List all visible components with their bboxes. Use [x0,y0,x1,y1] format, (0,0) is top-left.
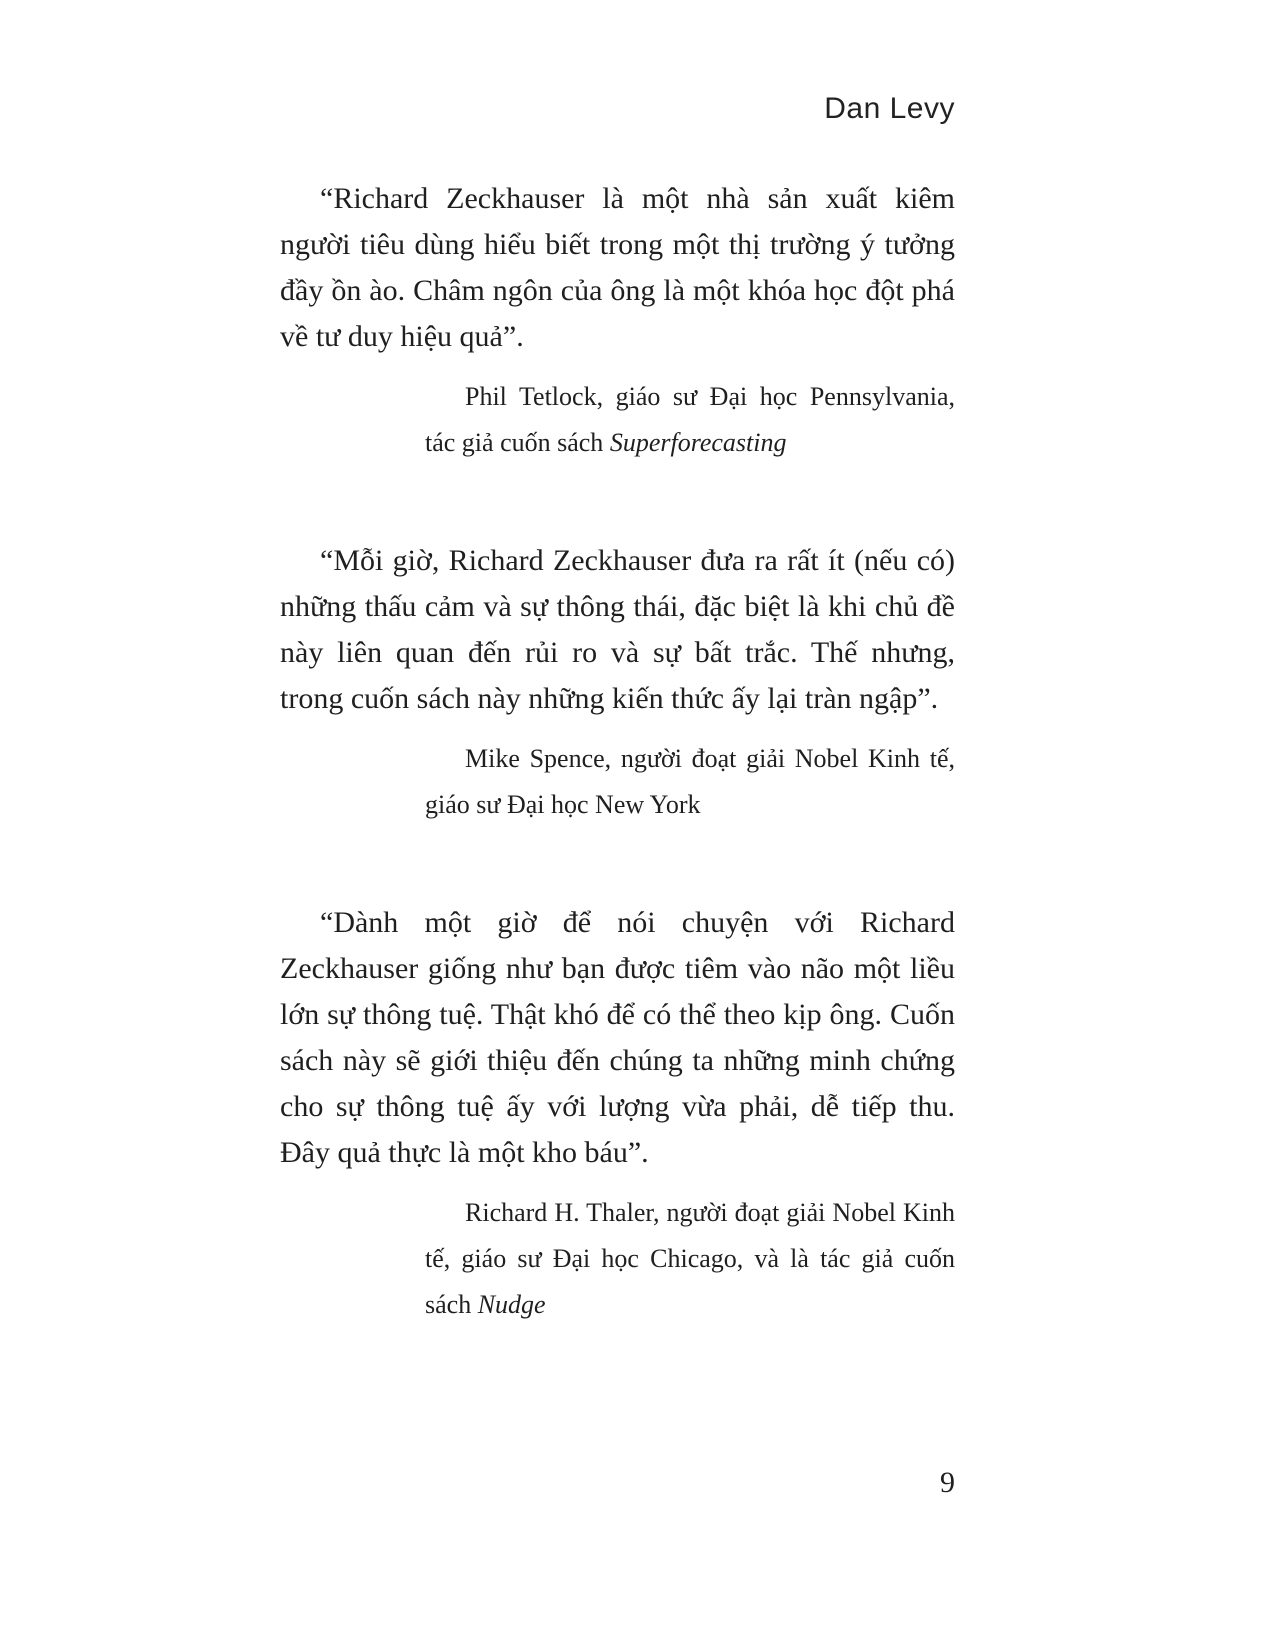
quote-block-1 [280,176,955,466]
attribution-book-title-1: Superforecasting [609,428,787,457]
quote-block-3 [280,900,955,1328]
quote-text-2: “Mỗi giờ, Richard Zeckhauser đưa ra rất ít (nếu có) những thấu cảm và sự thông thái, đặc biệt là khi chủ đề này liên quan đến rủi ro và sự bất trắc. Thế nhưng, trong cuốn sách này những kiến thức ấy lại tràn ngập”. [280,544,955,715]
attribution-text-3: Richard H. Thaler, người đoạt giải Nobel Kinh tế, giáo sư Đại học Chicago, và là tác giả cuốn sách [425,1198,955,1319]
quote-attribution-2 [280,736,955,828]
page-number: 9 [940,1466,955,1499]
page-content [280,92,955,1328]
quote-text-1: “Richard Zeckhauser là một nhà sản xuất kiêm người tiêu dùng hiểu biết trong một thị trường ý tưởng đầy ồn ào. Châm ngôn của ông là một khóa học đột phá về tư duy hiệu quả”. [280,182,955,353]
attribution-text-1: Phil Tetlock, giáo sư Đại học Pennsylvania, tác giả cuốn sách [425,382,955,457]
attribution-text-2: Mike Spence, người đoạt giải Nobel Kinh tế, giáo sư Đại học New York [425,744,955,819]
quote-block-2 [280,538,955,828]
attribution-book-title-3: Nudge [477,1290,546,1319]
quote-attribution-3 [280,1190,955,1328]
running-header-author: Dan Levy [824,92,955,125]
quote-attribution-1 [280,374,955,466]
quote-text-3: “Dành một giờ để nói chuyện với Richard Zeckhauser giống như bạn được tiêm vào não một liều lớn sự thông tuệ. Thật khó để có thể theo kịp ông. Cuốn sách này sẽ giới thiệu đến chúng ta những minh chứng cho sự thông tuệ ấy với lượng vừa phải, dễ tiếp thu. Đây quả thực là một kho báu”. [280,906,955,1169]
